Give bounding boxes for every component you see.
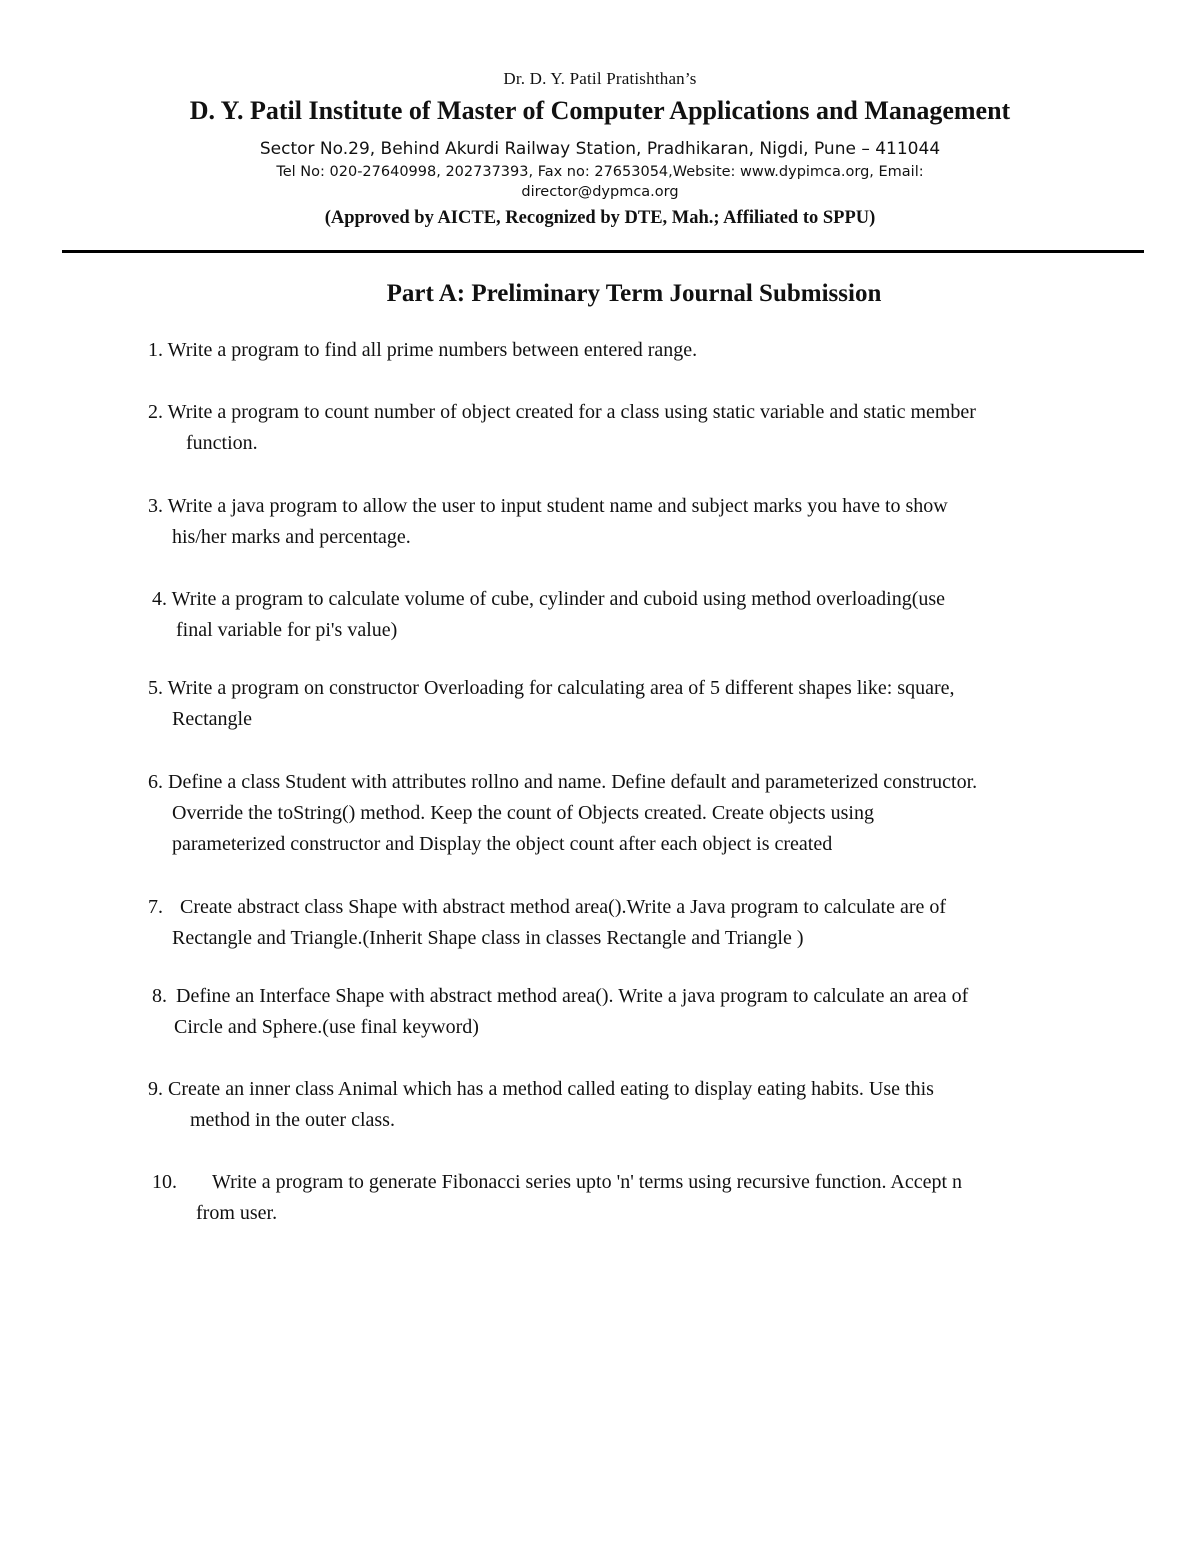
question-text: Write a program to count number of object created for a class using static variable and static member (167, 401, 976, 423)
question-item (148, 1074, 934, 1105)
question-text: Create an inner class Animal which has a method called eating to display eating habits. Use this (168, 1078, 934, 1100)
question-number: 1. (148, 339, 163, 361)
question-text-continued: his/her marks and percentage. (172, 526, 411, 548)
institute-contact: Tel No: 020-27640998, 202737393, Fax no: 27653054,Website: www.dypimca.org, Email: director@dypmca.org (276, 164, 924, 200)
approval-note: (Approved by AICTE, Recognized by DTE, Mah.; Affiliated to SPPU) (324, 208, 876, 228)
question-number: 6. (148, 771, 163, 793)
question-item (148, 397, 976, 428)
question-number: 9. (148, 1078, 163, 1100)
question-number: 3. (148, 495, 163, 517)
question-item (152, 1167, 962, 1198)
question-item (148, 335, 697, 366)
question-text: Write a program to calculate volume of cube, cylinder and cuboid using method overloading(use (171, 588, 946, 610)
question-number: 4. (152, 588, 167, 610)
question-text: Write a program on constructor Overloading for calculating area of 5 different shapes like: square, (167, 677, 955, 699)
trust-name: Dr. D. Y. Patil Pratishthan’s (503, 69, 697, 88)
question-number: 10. (152, 1171, 177, 1193)
question-item (148, 767, 977, 798)
question-number: 7. (148, 896, 163, 918)
question-text-continued: Rectangle and Triangle.(Inherit Shape class in classes Rectangle and Triangle ) (172, 927, 804, 949)
letterhead (0, 68, 1200, 230)
question-text-continued: Circle and Sphere.(use final keyword) (174, 1016, 479, 1038)
question-item (148, 892, 946, 923)
institute-address: Sector No.29, Behind Akurdi Railway Station, Pradhikaran, Nigdi, Pune – 411044 (259, 139, 941, 159)
question-item (148, 673, 955, 704)
question-text-continued: from user. (196, 1202, 278, 1224)
question-text-continued: Override the toString() method. Keep the count of Objects created. Create objects using (172, 802, 874, 824)
question-text: Write a program to generate Fibonacci series upto 'n' terms using recursive function. Accept n (212, 1171, 963, 1193)
question-text-continued: Rectangle (172, 708, 252, 730)
question-text: Create abstract class Shape with abstract method area().Write a Java program to calculate are of (180, 896, 947, 918)
question-item (152, 584, 945, 615)
question-text: Write a program to find all prime numbers between entered range. (167, 339, 698, 361)
question-text: Define an Interface Shape with abstract method area(). Write a java program to calculate an area of (176, 985, 969, 1007)
question-number: 2. (148, 401, 163, 423)
header-divider (62, 250, 1144, 253)
question-number: 8. (152, 985, 167, 1007)
question-text-continued: final variable for pi's value) (176, 619, 398, 641)
question-item (152, 981, 968, 1012)
question-item (148, 491, 948, 522)
question-text-continued: parameterized constructor and Display the object count after each object is created (172, 833, 833, 855)
question-text: Define a class Student with attributes rollno and name. Define default and parameterized constructor. (168, 771, 978, 793)
question-text-continued: method in the outer class. (190, 1109, 395, 1131)
question-text-continued: function. (186, 432, 258, 454)
question-number: 5. (148, 677, 163, 699)
institute-name: D. Y. Patil Institute of Master of Computer Applications and Management (189, 96, 1011, 125)
question-text: Write a java program to allow the user to input student name and subject marks you have to show (167, 495, 948, 517)
section-title: Part A: Preliminary Term Journal Submission (386, 280, 882, 307)
